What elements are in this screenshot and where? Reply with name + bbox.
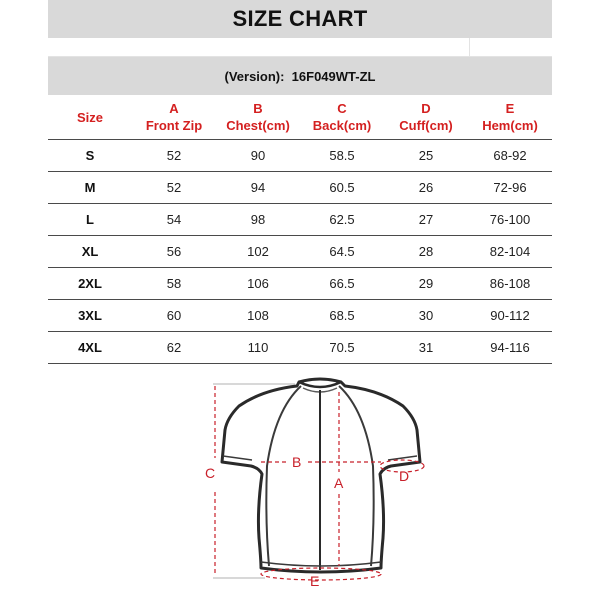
jersey-diagram: [195, 370, 435, 598]
size-cell: L: [48, 204, 132, 236]
front-zip-cell: 56: [132, 236, 216, 268]
cuff-cell: 26: [384, 172, 468, 204]
header-label: Cuff(cm): [399, 118, 453, 133]
front-zip-cell: 52: [132, 140, 216, 172]
table-row: [48, 268, 552, 300]
cuff-cell: 25: [384, 140, 468, 172]
measure-label-a: A: [334, 475, 344, 491]
header-chest: [216, 95, 300, 140]
size-cell: M: [48, 172, 132, 204]
measure-label-d: D: [399, 468, 410, 484]
chest-cell: 108: [216, 300, 300, 332]
back-cell: 66.5: [300, 268, 384, 300]
table-row: [48, 332, 552, 364]
back-cell: 70.5: [300, 332, 384, 364]
front-zip-cell: 60: [132, 300, 216, 332]
size-cell: 4XL: [48, 332, 132, 364]
cuff-cell: 29: [384, 268, 468, 300]
hem-cell: 76-100: [468, 204, 552, 236]
header-size: [48, 95, 132, 140]
chest-cell: 110: [216, 332, 300, 364]
hem-cell: 82-104: [468, 236, 552, 268]
measure-label-b: B: [292, 454, 302, 470]
back-cell: 62.5: [300, 204, 384, 236]
table-row: [48, 300, 552, 332]
header-letter: D: [421, 101, 431, 116]
measure-label-e: E: [310, 573, 320, 589]
header-cuff: [384, 95, 468, 140]
front-zip-cell: 58: [132, 268, 216, 300]
size-table: [48, 95, 552, 364]
chest-cell: 90: [216, 140, 300, 172]
front-zip-cell: 54: [132, 204, 216, 236]
header-hem: [468, 95, 552, 140]
header-label: Front Zip: [145, 118, 203, 133]
header-label: Hem(cm): [482, 118, 538, 133]
front-zip-cell: 62: [132, 332, 216, 364]
table-row: [48, 140, 552, 172]
chest-cell: 94: [216, 172, 300, 204]
back-cell: 68.5: [300, 300, 384, 332]
back-cell: 60.5: [300, 172, 384, 204]
measure-label-c: C: [205, 465, 216, 481]
cuff-cell: 31: [384, 332, 468, 364]
jersey-illustration: [195, 370, 435, 598]
back-cell: 64.5: [300, 236, 384, 268]
chest-cell: 98: [216, 204, 300, 236]
spacer-divider: [469, 38, 470, 56]
cuff-cell: 30: [384, 300, 468, 332]
version-text: (Version): 16F049WT-ZL: [224, 68, 376, 84]
hem-cell: 68-92: [468, 140, 552, 172]
header-front-zip: [132, 95, 216, 140]
version-band: [48, 57, 552, 95]
chest-cell: 106: [216, 268, 300, 300]
header-letter: C: [337, 101, 347, 116]
size-cell: 3XL: [48, 300, 132, 332]
table-header-row: [48, 95, 552, 140]
hem-cell: 90-112: [468, 300, 552, 332]
page-title: SIZE CHART: [232, 6, 368, 31]
header-letter: B: [253, 101, 263, 116]
hem-cell: 72-96: [468, 172, 552, 204]
header-letter: A: [169, 101, 179, 116]
header-label: Chest(cm): [226, 118, 290, 133]
table-row: [48, 236, 552, 268]
spacer-row: [48, 38, 552, 57]
title-band: [48, 0, 552, 38]
header-label: Back(cm): [312, 118, 372, 133]
cuff-cell: 28: [384, 236, 468, 268]
size-cell: S: [48, 140, 132, 172]
chest-cell: 102: [216, 236, 300, 268]
header-back: [300, 95, 384, 140]
size-cell: 2XL: [48, 268, 132, 300]
hem-cell: 94-116: [468, 332, 552, 364]
header-letter: E: [505, 101, 515, 116]
cuff-cell: 27: [384, 204, 468, 236]
hem-cell: 86-108: [468, 268, 552, 300]
front-zip-cell: 52: [132, 172, 216, 204]
size-cell: XL: [48, 236, 132, 268]
back-cell: 58.5: [300, 140, 384, 172]
table-row: [48, 204, 552, 236]
header-label: Size: [76, 109, 103, 125]
table-row: [48, 172, 552, 204]
